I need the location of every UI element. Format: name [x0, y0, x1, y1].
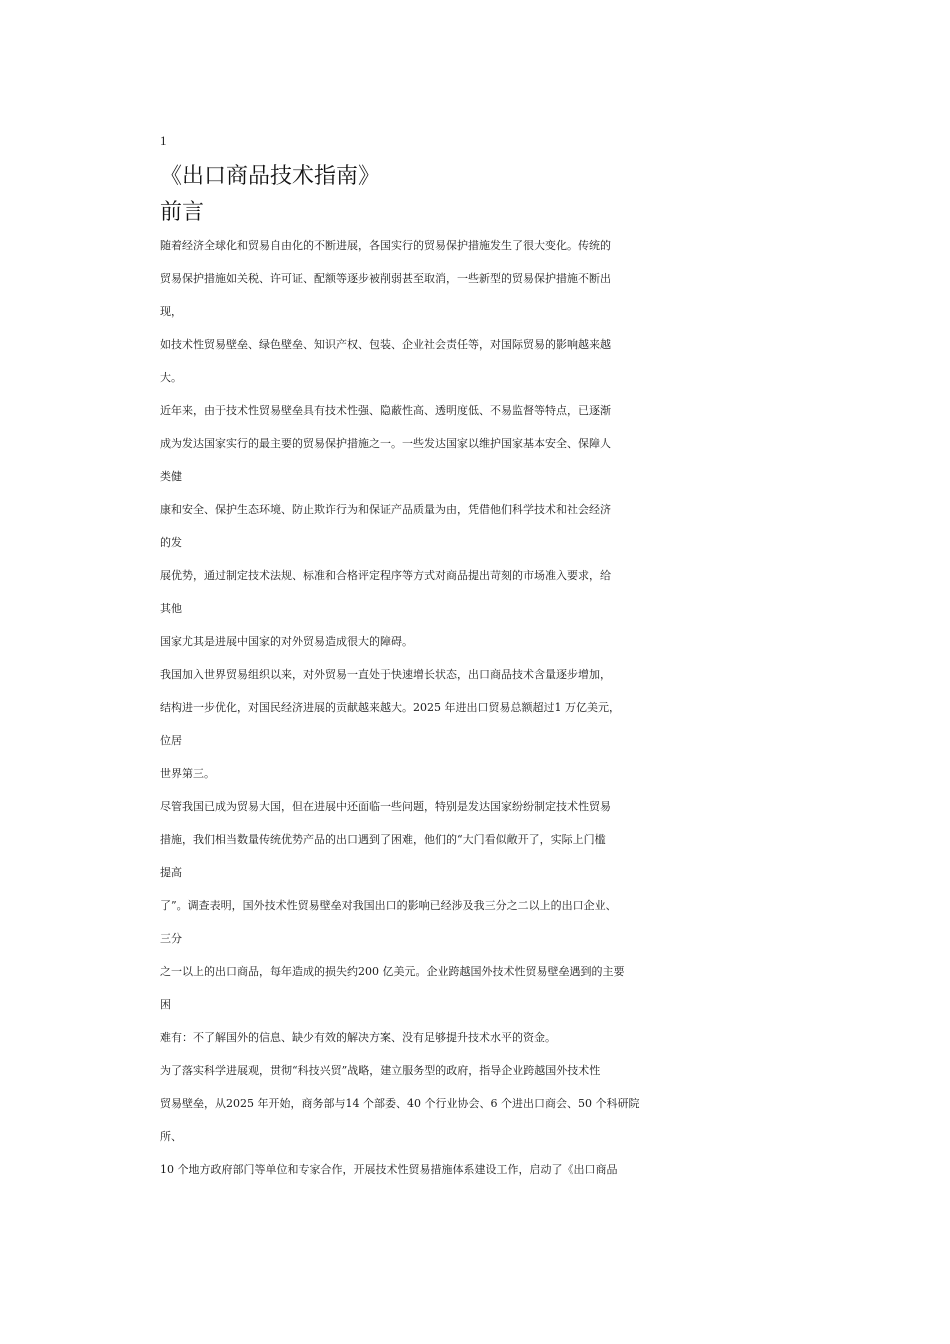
body-line: 大。 [160, 371, 182, 384]
body-line: 结构进一步优化，对国民经济进展的贡献越来越大。2025 年进出口贸易总额超过1 万亿美元， [160, 701, 620, 714]
body-line: 展优势，通过制定技术法规、标准和合格评定程序等方式对商品提出苛刻的市场准入要求，给 [160, 569, 611, 582]
body-line: 国家尤其是进展中国家的对外贸易造成很大的障碍。 [160, 635, 413, 648]
body-line: 位居 [160, 734, 182, 747]
body-line: 我国加入世界贸易组织以来，对外贸易一直处于快速增长状态，出口商品技术含量逐步增加， [160, 668, 611, 681]
body-line: 如技术性贸易壁垒、绿色壁垒、知识产权、包装、企业社会责任等，对国际贸易的影响越来越 [160, 338, 611, 351]
body-line: 康和安全、保护生态环境、防止欺诈行为和保证产品质量为由，凭借他们科学技术和社会经济 [160, 503, 611, 516]
body-line: 现， [160, 305, 182, 318]
body-line: 的发 [160, 536, 182, 549]
body-line: 之一以上的出口商品，每年造成的损失约200 亿美元。企业跨越国外技术性贸易壁垒遇到的主要 [160, 965, 625, 978]
body-line: 提高 [160, 866, 182, 879]
section-heading: 前言 [160, 200, 205, 225]
body-line: 随着经济全球化和贸易自由化的不断进展，各国实行的贸易保护措施发生了很大变化。传统的 [160, 239, 611, 252]
body-line: 了”。调查表明，国外技术性贸易壁垒对我国出口的影响已经涉及我三分之二以上的出口企业、 [160, 899, 617, 912]
body-line: 为了落实科学进展观，贯彻“科技兴贸”战略，建立服务型的政府，指导企业跨越国外技术性 [160, 1064, 601, 1077]
body-line: 世界第三。 [160, 767, 215, 780]
body-line: 贸易壁垒，从2025 年开始，商务部与14 个部委、40 个行业协会、6 个进出口商会、50 个科研院 [160, 1097, 640, 1110]
page-number: 1 [160, 133, 167, 148]
body-line: 难有：不了解国外的信息、缺少有效的解决方案、没有足够提升技术水平的资金。 [160, 1031, 556, 1044]
body-line: 尽管我国已成为贸易大国，但在进展中还面临一些问题，特别是发达国家纷纷制定技术性贸易 [160, 800, 611, 813]
body-line: 类健 [160, 470, 182, 483]
body-line: 成为发达国家实行的最主要的贸易保护措施之一。一些发达国家以维护国家基本安全、保障人 [160, 437, 611, 450]
body-line: 困 [160, 998, 171, 1011]
body-line: 10 个地方政府部门等单位和专家合作，开展技术性贸易措施体系建设工作，启动了《出口商品 [160, 1163, 618, 1176]
document-title: 《出口商品技术指南》 [160, 164, 381, 189]
body-text [160, 229, 880, 1186]
body-line: 近年来，由于技术性贸易壁垒具有技术性强、隐蔽性高、透明度低、不易监督等特点，已逐渐 [160, 404, 611, 417]
body-line: 贸易保护措施如关税、许可证、配额等逐步被削弱甚至取消，一些新型的贸易保护措施不断出 [160, 272, 611, 285]
body-line: 措施，我们相当数量传统优势产品的出口遇到了困难，他们的“大门看似敞开了，实际上门槛 [160, 833, 606, 846]
body-line: 三分 [160, 932, 182, 945]
body-line: 所、 [160, 1130, 182, 1143]
body-line: 其他 [160, 602, 182, 615]
